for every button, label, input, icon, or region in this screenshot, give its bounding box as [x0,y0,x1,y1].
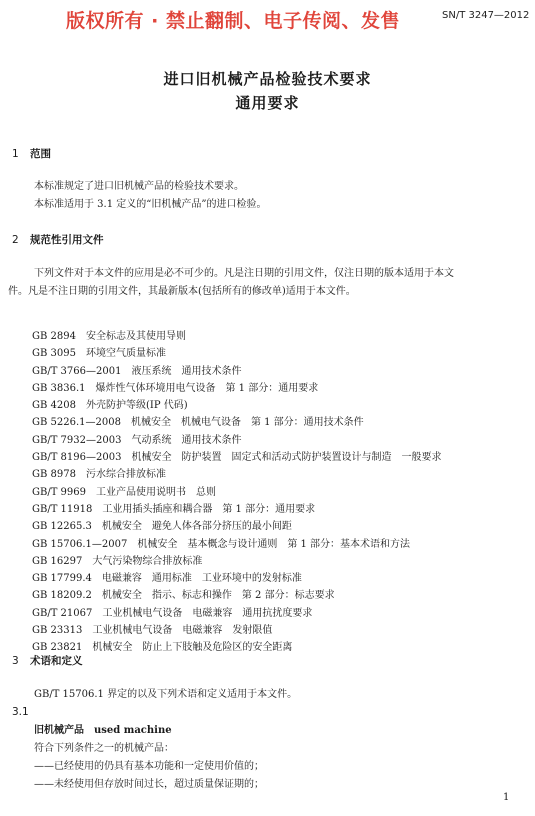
reference-item: GB 15706.1—2007 机械安全 基本概念与设计通则 第 1 部分：基本术语和方法 [32,538,411,550]
standard-number: SN/T 3247—2012 [442,10,530,21]
reference-item: GB 23821 机械安全 防止上下肢触及危险区的安全距离 [32,642,293,654]
subsection-number: 3.1 [12,706,29,718]
section-3-intro: GB/T 15706.1 界定的以及下列术语和定义适用于本文件。 [34,689,298,700]
section-1-paragraph-2: 本标准适用于 3.1 定义的“旧机械产品”的进口检验。 [34,199,267,210]
definition-item-2: ——未经使用但存放时间过长，超过质量保证期的； [34,779,264,790]
reference-item: GB 4208 外壳防护等级(IP 代码) [32,400,188,412]
reference-item: GB 3836.1 爆炸性气体环境用电气设备 第 1 部分：通用要求 [32,382,319,394]
reference-item: GB/T 21067 工业机械电气设备 电磁兼容 通用抗扰度要求 [32,607,313,619]
normative-reference-list [32,328,441,657]
reference-item: GB 18209.2 机械安全 指示、标志和操作 第 2 部分：标志要求 [32,590,335,602]
section-title: 规范性引用文件 [30,234,104,246]
reference-item: GB 2894 安全标志及其使用导则 [32,331,186,342]
reference-item: GB 3095 环境空气质量标准 [32,348,166,360]
reference-item: GB 5226.1—2008 机械安全 机械电气设备 第 1 部分：通用技术条件 [32,417,364,429]
term-english: used machine [94,725,172,736]
section-2-heading [12,232,104,247]
section-1-paragraph-1: 本标准规定了进口旧机械产品的检验技术要求。 [34,181,244,192]
section-3-heading [12,653,83,668]
section-title: 术语和定义 [30,655,83,667]
section-number: 2 [12,234,19,246]
reference-item: GB 12265.3 机械安全 避免人体各部分挤压的最小间距 [32,521,292,533]
term-chinese: 旧机械产品 [34,725,84,736]
reference-item: GB/T 8196—2003 机械安全 防护装置 固定式和活动式防护装置设计与制造 一般要求 [32,452,442,464]
reference-item: GB/T 9969 工业产品使用说明书 总则 [32,486,217,498]
reference-item: GB 17799.4 电磁兼容 通用标准 工业环境中的发射标准 [32,573,302,585]
section-number: 1 [12,148,19,160]
section-title: 范围 [30,148,51,160]
reference-item: GB/T 11918 工业用插头插座和耦合器 第 1 部分：通用要求 [32,503,316,515]
definition-item-1: ——已经使用的仍具有基本功能和一定使用价值的； [34,761,264,772]
watermark-banner: 版权所有 · 禁止翻制、电子传阅、发售 [66,10,400,32]
reference-item: GB 16297 大气污染物综合排放标准 [32,555,203,567]
reference-item: GB/T 7932—2003 气动系统 通用技术条件 [32,434,242,446]
reference-item: GB/T 3766—2001 液压系统 通用技术条件 [32,365,242,377]
term-definition: 符合下列条件之一的机械产品： [34,743,174,754]
term-entry [34,722,172,739]
section-2-intro-line-2: 件。凡是不注日期的引用文件，其最新版本(包括所有的修改单)适用于本文件。 [8,286,356,297]
document-title: 进口旧机械产品检验技术要求 [163,70,372,88]
section-1-heading [12,146,51,161]
page-number: 1 [503,792,510,803]
reference-item: GB 23313 工业机械电气设备 电磁兼容 发射限值 [32,625,273,637]
section-number: 3 [12,655,19,667]
document-subtitle: 通用要求 [235,94,300,112]
reference-item: GB 8978 污水综合排放标准 [32,469,166,481]
section-2-intro-line-1: 下列文件对于本文件的应用是必不可少的。凡是注日期的引用文件，仅注日期的版本适用于本文 [34,268,454,279]
